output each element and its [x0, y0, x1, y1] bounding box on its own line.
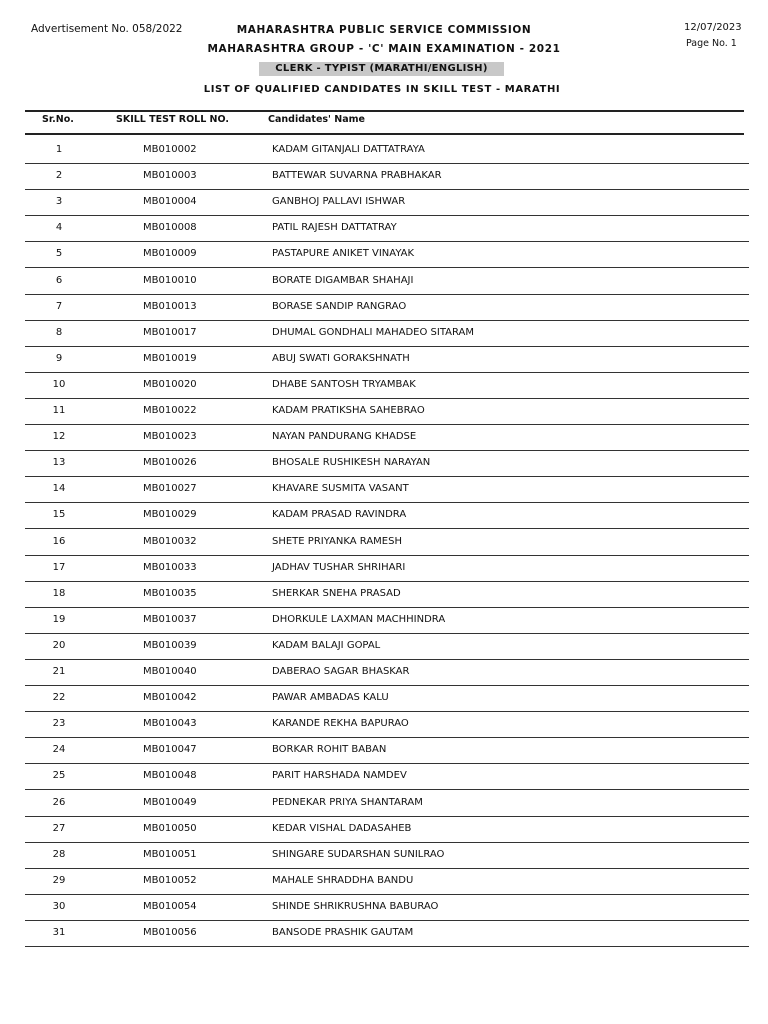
cell-roll-no: MB010003 — [143, 170, 197, 182]
cell-candidate-name: DHUMAL GONDHALI MAHADEO SITARAM — [272, 326, 474, 338]
table-row — [25, 424, 749, 451]
table-row — [25, 607, 749, 634]
table-row — [25, 163, 749, 190]
cell-roll-no: MB010023 — [143, 431, 197, 443]
cell-srno: 13 — [52, 457, 66, 469]
cell-roll-no: MB010050 — [143, 822, 197, 834]
table-row — [25, 555, 749, 582]
column-header-srno: Sr.No. — [42, 114, 74, 125]
cell-candidate-name: PEDNEKAR PRIYA SHANTARAM — [272, 796, 423, 808]
table-row — [25, 685, 749, 712]
cell-roll-no: MB010042 — [143, 692, 197, 704]
cell-srno: 30 — [52, 900, 66, 912]
cell-srno: 19 — [52, 613, 66, 625]
cell-candidate-name: BANSODE PRASHIK GAUTAM — [272, 927, 414, 938]
table-row — [25, 398, 749, 425]
cell-candidate-name: SHERKAR SNEHA PRASAD — [272, 587, 401, 599]
cell-srno: 28 — [52, 848, 66, 860]
advertisement-number: Advertisement No. 058/2022 — [31, 23, 183, 35]
cell-srno: 4 — [55, 222, 63, 234]
cell-roll-no: MB010039 — [143, 639, 197, 651]
table-row — [25, 763, 749, 790]
cell-candidate-name: MAHALE SHRADDHA BANDU — [272, 874, 414, 886]
cell-roll-no: MB010047 — [143, 744, 197, 756]
cell-srno: 25 — [52, 770, 66, 782]
cell-candidate-name: KADAM PRATIKSHA SAHEBRAO — [272, 405, 425, 416]
cell-candidate-name: BATTEWAR SUVARNA PRABHAKAR — [272, 170, 442, 182]
table-top-rule — [25, 110, 744, 112]
cell-candidate-name: ABUJ SWATI GORAKSHNATH — [272, 352, 410, 364]
table-row — [25, 920, 749, 947]
table-row — [25, 476, 749, 503]
cell-roll-no: MB010040 — [143, 666, 197, 677]
table-row — [25, 790, 749, 817]
cell-roll-no: MB010020 — [143, 378, 197, 390]
cell-candidate-name: BHOSALE RUSHIKESH NARAYAN — [272, 457, 431, 469]
cell-roll-no: MB010048 — [143, 770, 197, 782]
table-row — [25, 659, 749, 686]
cell-srno: 7 — [55, 300, 63, 312]
cell-srno: 18 — [52, 587, 66, 599]
cell-srno: 5 — [55, 248, 63, 260]
table-row — [25, 346, 749, 373]
cell-roll-no: MB010022 — [143, 405, 197, 416]
cell-roll-no: MB010008 — [143, 222, 197, 234]
table-row — [25, 868, 749, 895]
table-row — [25, 372, 749, 399]
table-row — [25, 450, 749, 477]
cell-roll-no: MB010033 — [143, 561, 197, 573]
cell-candidate-name: GANBHOJ PALLAVI ISHWAR — [272, 196, 406, 208]
cell-candidate-name: SHINDE SHRIKRUSHNA BABURAO — [272, 900, 439, 912]
cell-candidate-name: KADAM PRASAD RAVINDRA — [272, 509, 407, 521]
table-row — [25, 842, 749, 869]
table-row — [25, 320, 749, 347]
table-row — [25, 294, 749, 321]
list-title: LIST OF QUALIFIED CANDIDATES IN SKILL TEST - MARATHI — [203, 84, 561, 95]
commission-title: MAHARASHTRA PUBLIC SERVICE COMMISSION — [236, 24, 532, 36]
cell-candidate-name: BORATE DIGAMBAR SHAHAJI — [272, 274, 414, 286]
cell-roll-no: MB010054 — [143, 900, 197, 912]
cell-srno: 15 — [52, 509, 66, 521]
table-row — [25, 241, 749, 268]
post-title: CLERK - TYPIST (MARATHI/ENGLISH) — [259, 62, 504, 76]
cell-roll-no: MB010037 — [143, 613, 197, 625]
cell-candidate-name: BORKAR ROHIT BABAN — [272, 744, 387, 756]
table-row — [25, 268, 749, 295]
table-row — [25, 711, 749, 738]
cell-srno: 23 — [52, 718, 66, 730]
exam-title: MAHARASHTRA GROUP - 'C' MAIN EXAMINATION - 2021 — [207, 43, 561, 55]
cell-srno: 16 — [52, 535, 66, 547]
cell-srno: 14 — [52, 483, 66, 495]
cell-srno: 26 — [52, 796, 66, 808]
cell-candidate-name: SHETE PRIYANKA RAMESH — [272, 535, 402, 547]
cell-srno: 24 — [52, 744, 66, 756]
cell-roll-no: MB010056 — [143, 927, 197, 938]
cell-srno: 27 — [52, 822, 66, 834]
cell-candidate-name: PATIL RAJESH DATTATRAY — [272, 222, 397, 234]
cell-roll-no: MB010051 — [143, 848, 197, 860]
cell-roll-no: MB010035 — [143, 587, 197, 599]
cell-srno: 6 — [55, 274, 63, 286]
cell-roll-no: MB010049 — [143, 796, 197, 808]
cell-candidate-name: DHABE SANTOSH TRYAMBAK — [272, 378, 416, 390]
cell-srno: 20 — [52, 639, 66, 651]
cell-roll-no: MB010017 — [143, 326, 197, 338]
cell-srno: 9 — [55, 352, 63, 364]
cell-candidate-name: KHAVARE SUSMITA VASANT — [272, 483, 409, 495]
cell-candidate-name: KADAM GITANJALI DATTATRAYA — [272, 144, 425, 155]
cell-srno: 21 — [52, 666, 66, 677]
cell-srno: 8 — [55, 326, 63, 338]
cell-candidate-name: DABERAO SAGAR BHASKAR — [272, 666, 410, 677]
table-row — [25, 581, 749, 608]
cell-srno: 22 — [52, 692, 66, 704]
cell-candidate-name: JADHAV TUSHAR SHRIHARI — [272, 561, 406, 573]
cell-roll-no: MB010009 — [143, 248, 197, 260]
cell-srno: 11 — [52, 405, 66, 416]
cell-candidate-name: SHINGARE SUDARSHAN SUNILRAO — [272, 848, 445, 860]
cell-roll-no: MB010010 — [143, 274, 197, 286]
cell-roll-no: MB010052 — [143, 874, 197, 886]
cell-candidate-name: DHORKULE LAXMAN MACHHINDRA — [272, 613, 446, 625]
table-row — [25, 215, 749, 242]
cell-candidate-name: NAYAN PANDURANG KHADSE — [272, 431, 417, 443]
cell-candidate-name: PARIT HARSHADA NAMDEV — [272, 770, 407, 782]
cell-candidate-name: PAWAR AMBADAS KALU — [272, 692, 389, 704]
cell-roll-no: MB010029 — [143, 509, 197, 521]
cell-roll-no: MB010027 — [143, 483, 197, 495]
table-row — [25, 529, 749, 556]
cell-srno: 12 — [52, 431, 66, 443]
cell-srno: 1 — [55, 144, 63, 155]
page-number: Page No. 1 — [686, 38, 737, 49]
cell-candidate-name: BORASE SANDIP RANGRAO — [272, 300, 407, 312]
table-row — [25, 737, 749, 764]
table-row — [25, 816, 749, 843]
cell-roll-no: MB010002 — [143, 144, 197, 155]
cell-candidate-name: KEDAR VISHAL DADASAHEB — [272, 822, 412, 834]
column-header-name: Candidates' Name — [268, 114, 365, 125]
table-header-rule — [25, 133, 744, 135]
cell-srno: 2 — [55, 170, 63, 182]
cell-srno: 10 — [52, 378, 66, 390]
column-header-roll-no: SKILL TEST ROLL NO. — [116, 114, 229, 125]
cell-roll-no: MB010026 — [143, 457, 197, 469]
cell-roll-no: MB010019 — [143, 352, 197, 364]
table-row — [25, 894, 749, 921]
cell-srno: 29 — [52, 874, 66, 886]
table-row — [25, 137, 749, 164]
table-row — [25, 502, 749, 529]
cell-roll-no: MB010013 — [143, 300, 197, 312]
table-row — [25, 633, 749, 660]
cell-candidate-name: PASTAPURE ANIKET VINAYAK — [272, 248, 415, 260]
cell-roll-no: MB010043 — [143, 718, 197, 730]
cell-roll-no: MB010032 — [143, 535, 197, 547]
cell-roll-no: MB010004 — [143, 196, 197, 208]
cell-srno: 17 — [52, 561, 66, 573]
document-date: 12/07/2023 — [684, 22, 742, 33]
cell-candidate-name: KARANDE REKHA BAPURAO — [272, 718, 409, 730]
cell-srno: 3 — [55, 196, 63, 208]
cell-candidate-name: KADAM BALAJI GOPAL — [272, 639, 381, 651]
cell-srno: 31 — [52, 927, 66, 938]
table-row — [25, 189, 749, 216]
